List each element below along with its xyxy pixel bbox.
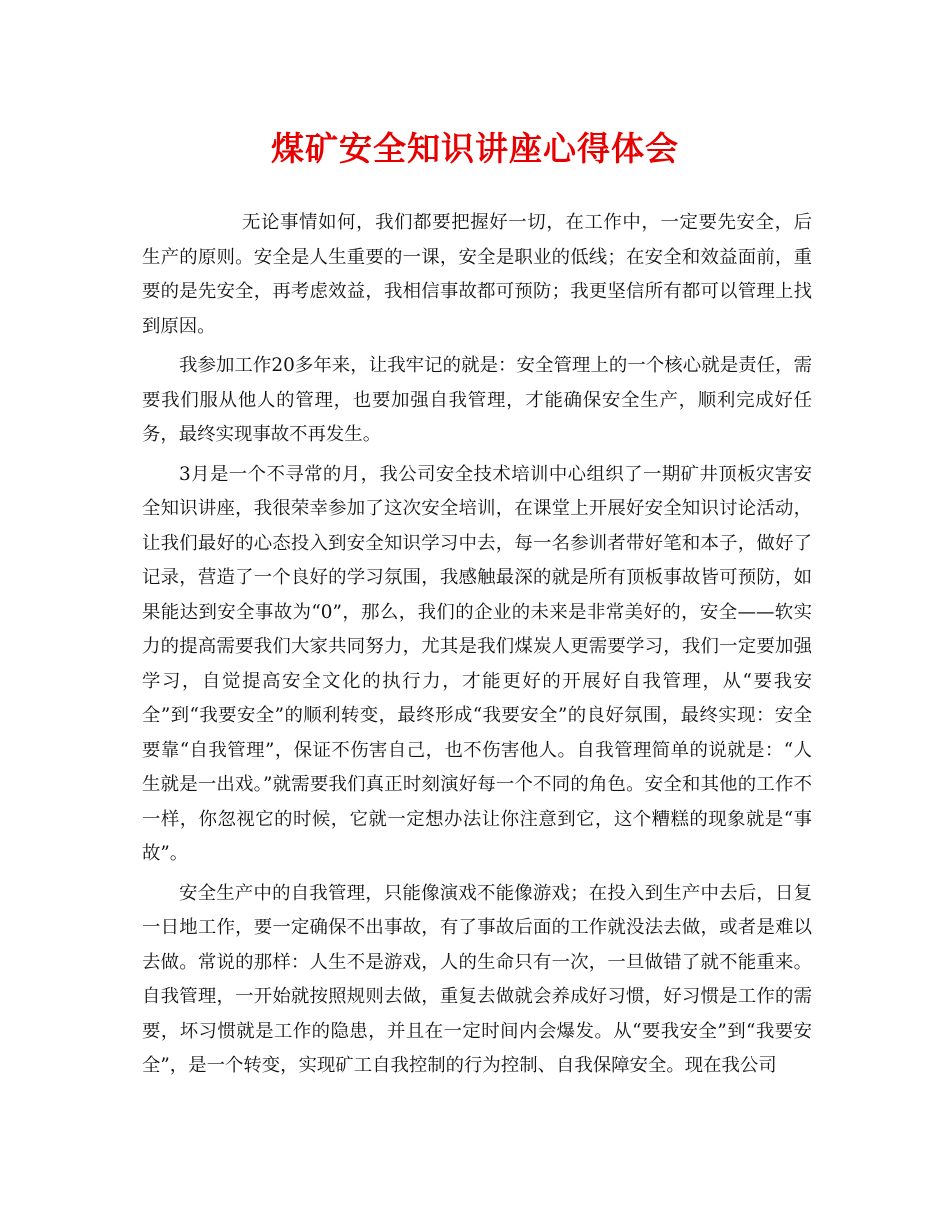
document-title: 煤矿安全知识讲座心得体会: [271, 129, 679, 168]
paragraph-3: 3月是一个不寻常的月，我公司安全技术培训中心组织了一期矿井顶板灾害安全知识讲座，我很荣幸参加了这次安全培训，在课堂上开展好安全知识讨论活动，让我们最好的心态投入到安全知识学习中去，每一名参训者带好笔和本子，做好了记录，营造了一个良好的学习氛围，我感触最深的就是所有顶板事故皆可预防，如果能达到安全事故为“0”，那么，我们的企业的未来是非常美好的，安全——软实力的提高需要我们大家共同努力，尤其是我们煤炭人更需要学习，我们一定要加强学习，自觉提高安全文化的执行力，才能更好的开展好自我管理，从“要我安全”到“我要安全”的顺利转变，最终形成“我要安全”的良好氛围，最终实现：安全要靠“自我管理”，保证不伤害自己，也不伤害他人。自我管理简单的说就是：“人生就是一出戏。”就需要我们真正时刻演好每一个不同的角色。安全和其他的工作不一样，你忽视它的时候，它就一定想办法让你注意到它，这个糟糕的现象就是“事故”。: [142, 463, 812, 864]
paragraph-1: 无论事情如何，我们都要把握好一切，在工作中，一定要先安全，后生产的原则。安全是人生重要的一课，安全是职业的低线；在安全和效益面前，重要的是先安全，再考虑效益，我相信事故都可预防；我更坚信所有都可以管理上找到原因。: [142, 212, 812, 337]
paragraph-2: 我参加工作20多年来，让我牢记的就是：安全管理上的一个核心就是责任，需要我们服从他人的管理，也要加强自我管理，才能确保安全生产，顺利完成好任务，最终实现事故不再发生。: [142, 355, 812, 445]
paragraph-4: 安全生产中的自我管理，只能像演戏不能像游戏；在投入到生产中去后，日复一日地工作，要一定确保不出事故，有了事故后面的工作就没法去做，或者是难以去做。常说的那样：人生不是游戏，人的生命只有一次，一旦做错了就不能重来。自我管理，一开始就按照规则去做，重复去做就会养成好习惯，好习惯是工作的需要，坏习惯就是工作的隐患，并且在一定时间内会爆发。从“要我安全”到“我要安全”，是一个转变，实现矿工自我控制的行为控制、自我保障安全。现在我公司: [142, 882, 812, 1076]
document-body: [142, 206, 812, 1089]
